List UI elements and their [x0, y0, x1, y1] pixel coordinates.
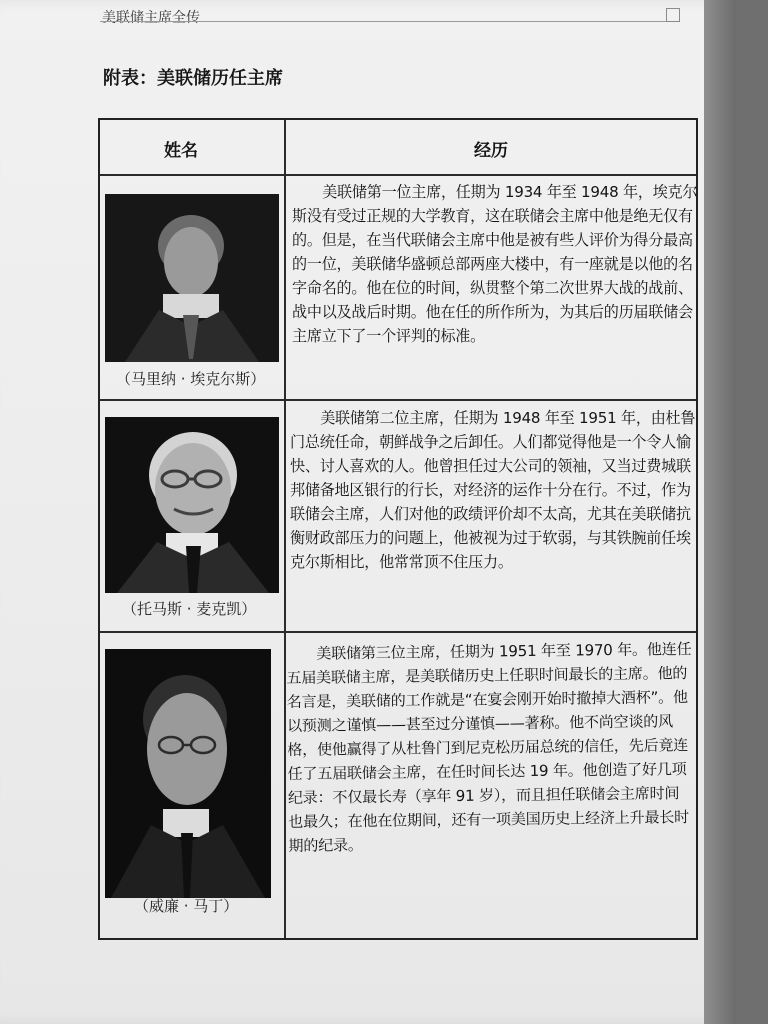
row-divider-1 [100, 399, 696, 401]
table-caption: 附表：美联储历任主席 [103, 68, 283, 89]
corner-mark-icon [666, 8, 680, 22]
portrait-photo-icon [105, 194, 279, 362]
header-row-divider [100, 174, 696, 176]
portrait-photo-icon [105, 194, 279, 362]
portrait-photo-icon [105, 649, 271, 898]
portrait-photo-icon [105, 649, 271, 898]
portrait-caption: （马里纳 · 埃克尔斯） [116, 370, 266, 388]
running-title: 美联储主席全传 [102, 10, 200, 26]
page-edge-shadow [704, 0, 736, 1024]
header-experience: 经历 [474, 141, 508, 161]
bio-text: 美联储第二位主席，任期为 1948 年至 1951 年，由杜鲁门总统任命，朝鲜战争之后卸任。人们都觉得他是一个令人愉快、讨人喜欢的人。他曾担任过大公司的领袖，又当过费城联邦储备地区银行的行长，对经济的运作十分在行。不过，作为联储会主席，人们对他的政绩评价却不太高，尤其在美联储抗衡财政部压力的问题上，他被视为过于软弱，与其铁腕前任埃克尔斯相比，他常常顶不住压力。 [290, 409, 696, 571]
portrait-caption: （托马斯 · 麦克凯） [122, 600, 257, 618]
bio-text: 美联储第一位主席，任期为 1934 年至 1948 年，埃克尔斯没有受过正规的大学教育，这在联储会主席中他是绝无仅有的。但是，在当代联储会主席中他是被有些人评价为得分最高的一位，美联储华盛顿总部两座大楼中，有一座就是以他的名字命名的。他在位的时间，纵贯整个第二次世界大战的战前、战中以及战后时期。他在任的所作所为，为其后的历届联储会主席立下了一个评判的标准。 [292, 183, 698, 345]
portrait-caption: （威廉 · 马丁） [134, 897, 239, 915]
header-rule [100, 21, 666, 22]
row-divider-2 [100, 631, 696, 633]
table-column-divider [284, 120, 286, 938]
portrait-photo-icon [105, 417, 279, 593]
chairmen-table [98, 118, 698, 940]
header-name: 姓名 [164, 141, 198, 161]
portrait-photo-icon [105, 417, 279, 593]
bio-text: 美联储第三位主席，任期为 1951 年至 1970 年。他连任五届美联储主席，是美联储历史上任职时间最长的主席。他的名言是，美联储的工作就是“在宴会刚开始时撤掉大酒杯”。他以预测之谨慎——甚至过分谨慎——著称。他不尚空谈的风格，使他赢得了从杜鲁门到尼克松历届总统的信任，先后竟连任了五届联储会主席，在任时间长达 19 年。他创造了好几项纪录：不仅最长寿（享年 91 岁），而且担任联储会主席时间也最久；在他在位期间，还有一项美国历史上经济上升最长时期的纪录。 [286, 640, 692, 855]
